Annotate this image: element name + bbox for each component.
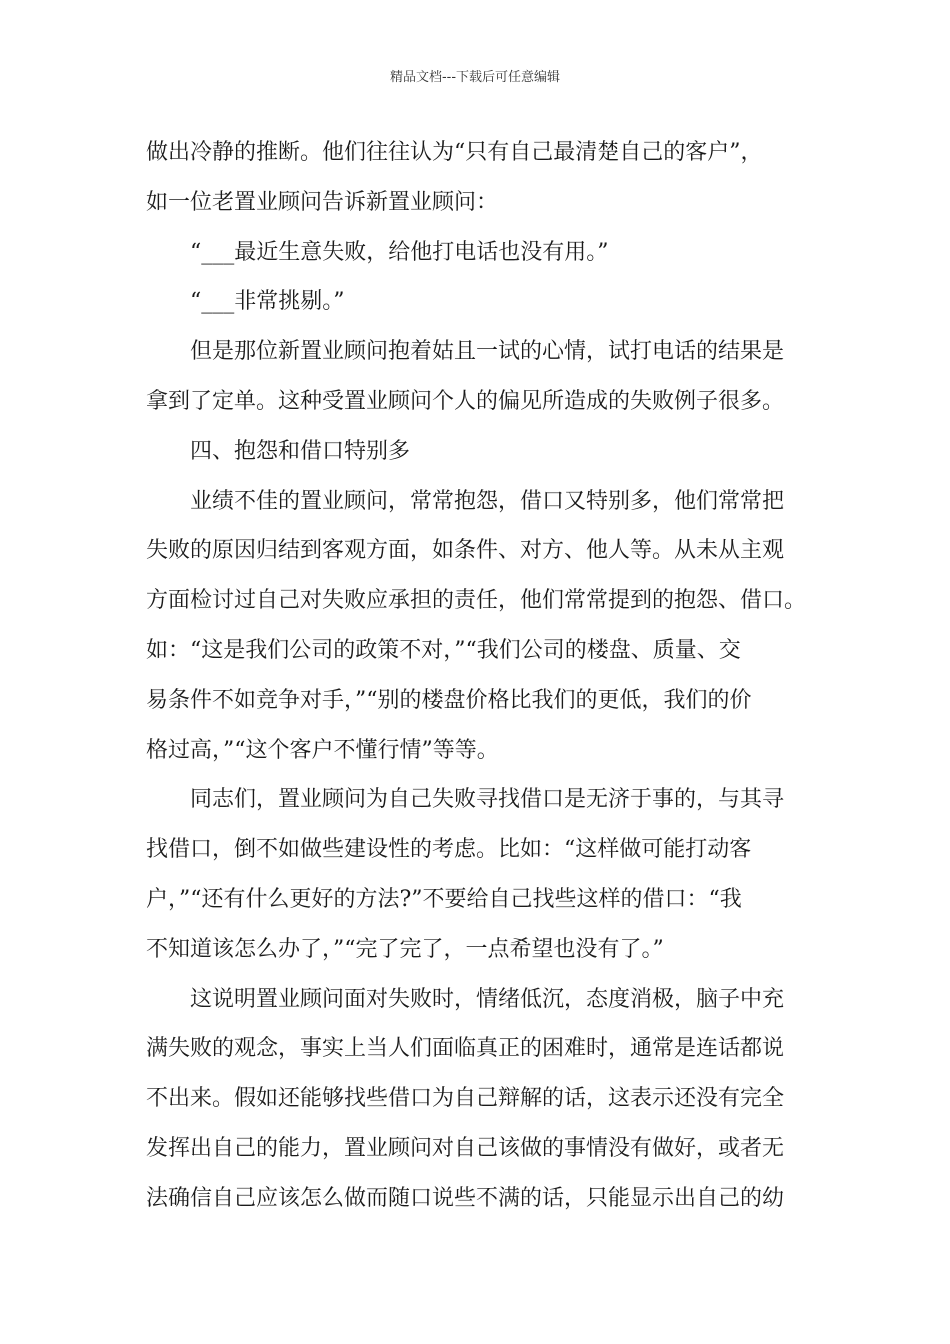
quote-line: “___最近生意失败，给他打电话也没有用。” — [190, 239, 609, 265]
section-heading: 四、抱怨和借口特别多 — [190, 438, 411, 464]
paragraph-start-line: 这说明置业顾问面对失败时，情绪低沉，态度消极，脑子中充 — [190, 986, 785, 1012]
text-line: 做出冷静的推断。他们往往认为“只有自己最清楚自己的客户”， — [146, 140, 763, 165]
text-line: 失败的原因归结到客观方面，如条件、对方、他人等。从未从主观 — [146, 538, 785, 564]
text-line: 格过高，”“这个客户不懂行情”等等。 — [146, 737, 499, 763]
text-line: 不出来。假如还能够找些借口为自己辩解的话，这表示还没有完全 — [146, 1086, 785, 1112]
paragraph-start-line: 但是那位新置业顾问抱着姑且一试的心情，试打电话的结果是 — [190, 339, 785, 365]
quote-line: “___非常挑剔。” — [190, 289, 345, 315]
document-body — [146, 128, 816, 1224]
paragraph-start-line: 同志们，置业顾问为自己失败寻找借口是无济于事的，与其寻 — [190, 787, 785, 813]
text-line: 易条件不如竞争对手，”“别的楼盘价格比我们的更低，我们的价 — [146, 687, 752, 713]
text-line: 法确信自己应该怎么做而随口说些不满的话，只能显示出自己的幼 — [146, 1185, 785, 1211]
text-line: 如：“这是我们公司的政策不对，”“我们公司的楼盘、质量、交 — [146, 637, 741, 663]
text-line: 户，”“还有什么更好的方法?”不要给自己找些这样的借口：“我 — [146, 886, 742, 912]
text-line: 如一位老置业顾问告诉新置业顾问： — [146, 189, 499, 215]
text-line: 发挥出自己的能力，置业顾问对自己该做的事情没有做好，或者无 — [146, 1135, 785, 1161]
page-header: 精品文档---下载后可任意编辑 — [389, 70, 561, 85]
paragraph-start-line: 业绩不佳的置业顾问，常常抱怨，借口又特别多，他们常常把 — [190, 488, 785, 514]
text-line: 满失败的观念，事实上当人们面临真正的困难时，通常是连话都说 — [146, 1036, 785, 1062]
text-line: 方面检讨过自己对失败应承担的责任，他们常常提到的抱怨、借口。 — [146, 588, 807, 614]
text-line: 找借口，倒不如做些建设性的考虑。比如：“这样做可能打动客 — [146, 837, 752, 863]
text-line: 拿到了定单。这种受置业顾问个人的偏见所造成的失败例子很多。 — [146, 388, 785, 414]
text-line: 不知道该怎么办了，”“完了完了，一点希望也没有了。” — [146, 936, 664, 962]
